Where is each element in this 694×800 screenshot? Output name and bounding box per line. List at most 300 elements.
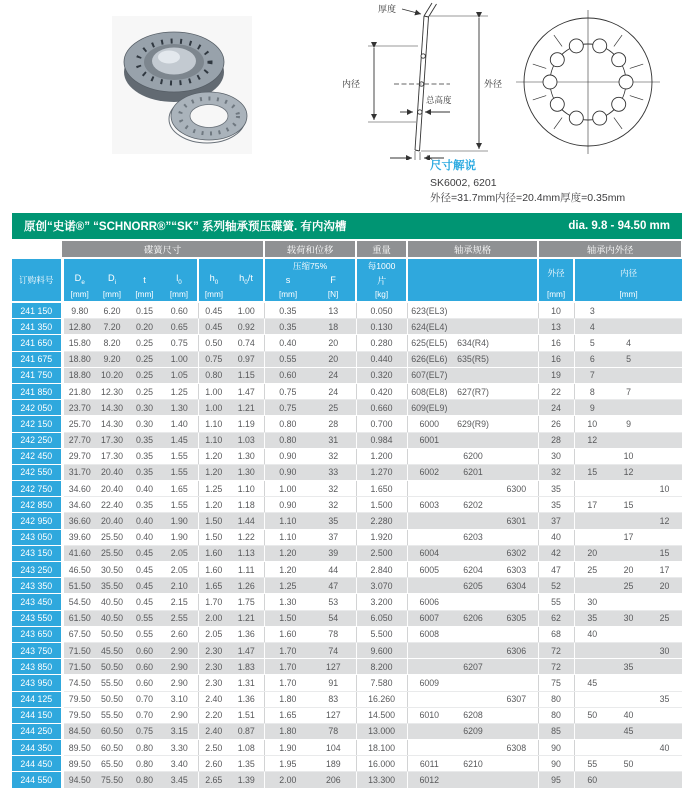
table-row [12,723,682,739]
total-height-label: 总高度 [426,95,452,105]
table-row [12,772,682,788]
f-value: 20 [311,351,356,367]
h0-value: 2.40 [198,691,229,707]
bearing-id-value-3: 30 [647,642,682,658]
weight-value: 2.500 [356,545,407,561]
h0-value: 0.50 [198,335,229,351]
bearing-code-3 [495,772,538,788]
bearing-code-1 [407,529,451,545]
t-value: 0.80 [128,740,161,756]
de-value: 84.50 [62,723,96,739]
bearing-id-value-2 [610,691,647,707]
bearing-code-2: 6201 [451,464,495,480]
thickness-label: 厚度 [378,4,397,14]
order-number: 244 250 [12,723,62,739]
weight-value: 0.130 [356,319,407,335]
order-number: 241 150 [12,302,62,319]
bearing-id-value-3 [647,497,682,513]
bearing-id-value-3 [647,335,682,351]
h0-header: $h_0$ [198,272,229,287]
bearing-id-value-1: 35 [574,610,610,626]
bearing-od-value: 10 [538,302,574,319]
table-row [12,691,682,707]
l0-value: 2.60 [161,626,198,642]
l0-value: 2.05 [161,545,198,561]
table-row [12,642,682,658]
bearing-id-value-3 [647,772,682,788]
t-value: 0.40 [128,481,161,497]
h0-value: 1.60 [198,545,229,561]
di-value: 35.50 [96,578,128,594]
bearing-code-3 [495,335,538,351]
dims-blank [62,258,198,272]
weight-value: 1.270 [356,464,407,480]
t-value: 0.25 [128,383,161,399]
di-value: 25.50 [96,529,128,545]
s-value: 0.90 [264,448,311,464]
table-row [12,578,682,594]
de-value: 12.80 [62,319,96,335]
weight-value: 18.100 [356,740,407,756]
bearing-code-1 [407,513,451,529]
table-row [12,497,682,513]
l0-value: 1.55 [161,448,198,464]
bearing-code-2 [451,545,495,561]
l0-value: 1.55 [161,497,198,513]
bearing-id-value-2 [610,740,647,756]
t-value: 0.70 [128,691,161,707]
de-value: 27.70 [62,432,96,448]
l0-value: 1.30 [161,400,198,416]
de-value: 79.50 [62,691,96,707]
s-value: 0.80 [264,416,311,432]
bearing-code-1: 6001 [407,432,451,448]
group-spring-dimensions: 碟簧尺寸 [62,241,264,258]
bearing-od-value: 95 [538,772,574,788]
bearing-od-value: 32 [538,464,574,480]
spec-table [12,241,683,789]
weight-value: 0.440 [356,351,407,367]
de-value: 36.60 [62,513,96,529]
f-value: 32 [311,497,356,513]
de-value: 94.50 [62,772,96,788]
bearing-code-2: 6206 [451,610,495,626]
bearing-spec-blank [407,258,538,302]
weight-value: 1.650 [356,481,407,497]
s-value: 0.40 [264,335,311,351]
weight-value: 5.500 [356,626,407,642]
bearing-od-value: 90 [538,756,574,772]
s-value: 1.70 [264,642,311,658]
bearing-code-3 [495,659,538,675]
h0-value: 1.00 [198,400,229,416]
table-row [12,594,682,610]
bearing-od-value: 37 [538,513,574,529]
order-number: 242 850 [12,497,62,513]
bearing-code-3: 6305 [495,610,538,626]
bearing-od-value: 40 [538,529,574,545]
di-value: 55.50 [96,675,128,691]
bearing-code-1 [407,448,451,464]
di-value: 14.30 [96,416,128,432]
t-value: 0.30 [128,400,161,416]
bearing-id-value-1 [574,642,610,658]
bearing-id-value-1: 15 [574,464,610,480]
bearing-id-value-2 [610,513,647,529]
bearing-id-value-3 [647,756,682,772]
h0-value: 2.40 [198,723,229,739]
bearing-code-1 [407,481,451,497]
de-value: 61.50 [62,610,96,626]
de-value: 71.50 [62,659,96,675]
h0t-value: 1.75 [229,594,264,610]
bearing-code-1 [407,642,451,658]
di-value: 65.50 [96,756,128,772]
bearing-code-2: 6209 [451,723,495,739]
bearing-id-value-2: 20 [610,562,647,578]
s-value: 1.10 [264,513,311,529]
t-value: 0.60 [128,675,161,691]
bearing-id-value-3 [647,594,682,610]
order-number: 244 450 [12,756,62,772]
h0-value: 1.25 [198,481,229,497]
s-value: 0.55 [264,351,311,367]
f-value: 24 [311,383,356,399]
di-value: 60.50 [96,740,128,756]
id-header: 内径 [574,258,682,287]
di-value: 7.20 [96,319,128,335]
weight-value: 0.700 [356,416,407,432]
h0-value: 1.50 [198,529,229,545]
di-value: 12.30 [96,383,128,399]
bearing-code-1 [407,740,451,756]
h0t-value: 1.47 [229,383,264,399]
order-number: 241 675 [12,351,62,367]
order-number: 241 750 [12,367,62,383]
bearing-code-2: 635(R5) [451,351,495,367]
bearing-code-1: 607(EL7) [407,367,451,383]
di-value: 40.50 [96,610,128,626]
bearing-id-value-3 [647,400,682,416]
bearing-od-value: 16 [538,335,574,351]
spec-table-body [12,302,682,788]
order-number: 242 250 [12,432,62,448]
h0t-value: 1.31 [229,675,264,691]
bearing-code-3 [495,626,538,642]
units-row [12,287,682,302]
f-value: 28 [311,416,356,432]
h0t-value: 0.92 [229,319,264,335]
t-value: 0.35 [128,432,161,448]
bearing-code-2 [451,626,495,642]
bearing-code-1: 6004 [407,545,451,561]
bearing-id-value-2 [610,675,647,691]
bearing-code-1: 6010 [407,707,451,723]
bearing-od-value: 16 [538,351,574,367]
bearing-id-value-2: 9 [610,416,647,432]
bearing-id-value-2 [610,400,647,416]
table-row [12,513,682,529]
od-unit: [mm] [538,287,574,302]
order-number: 243 850 [12,659,62,675]
s-value: 1.95 [264,756,311,772]
di-value: 60.50 [96,723,128,739]
bearing-code-1: 6005 [407,562,451,578]
s-value: 1.80 [264,691,311,707]
h0-value: 2.20 [198,707,229,723]
f-value: 24 [311,367,356,383]
di-value: 50.50 [96,659,128,675]
height-blank [198,258,264,272]
t-value: 0.55 [128,610,161,626]
bearing-od-value: 13 [538,319,574,335]
bearing-code-2: 6205 [451,578,495,594]
t-value: 0.35 [128,497,161,513]
de-value: 79.50 [62,707,96,723]
table-row [12,335,682,351]
h0t-value: 1.83 [229,659,264,675]
t-value: 0.25 [128,335,161,351]
compression-caption: 压缩75% [264,258,356,272]
de-value: 39.60 [62,529,96,545]
de-unit: [mm] [62,287,96,302]
l0-value: 2.10 [161,578,198,594]
f-value: 127 [311,707,356,723]
l0-value: 1.65 [161,481,198,497]
bearing-id-value-3 [647,626,682,642]
weight-value: 13.300 [356,772,407,788]
bearing-id-value-2: 5 [610,351,647,367]
bearing-code-3 [495,448,538,464]
de-value: 89.50 [62,756,96,772]
di-value: 8.20 [96,335,128,351]
bearing-code-3 [495,675,538,691]
bearing-code-2 [451,367,495,383]
bearing-code-1: 6007 [407,610,451,626]
bearing-id-value-2: 40 [610,707,647,723]
di-value: 14.30 [96,400,128,416]
bearing-code-3 [495,302,538,319]
bearing-id-value-3 [647,319,682,335]
l0-value: 2.90 [161,675,198,691]
bearing-code-2 [451,772,495,788]
de-value: 29.70 [62,448,96,464]
bearing-code-2 [451,740,495,756]
de-value: 15.80 [62,335,96,351]
outer-dia-label: 外径 [484,79,503,89]
h0t-value: 1.11 [229,562,264,578]
weight-line2: 片 [356,272,407,287]
bearing-od-value: 47 [538,562,574,578]
bearing-id-value-3 [647,659,682,675]
f-value: 37 [311,529,356,545]
l0-value: 1.90 [161,513,198,529]
t-value: 0.15 [128,302,161,319]
s-value: 1.20 [264,545,311,561]
bearing-id-value-1: 7 [574,367,610,383]
bearing-id-value-1 [574,691,610,707]
weight-value: 0.050 [356,302,407,319]
bearing-code-2 [451,675,495,691]
de-value: 23.70 [62,400,96,416]
bearing-id-value-2 [610,319,647,335]
bearing-code-2 [451,302,495,319]
bearing-id-value-1 [574,659,610,675]
order-number: 243 150 [12,545,62,561]
weight-value: 13.000 [356,723,407,739]
free-height-label: l₀ [427,153,433,160]
f-unit: [N] [311,287,356,302]
bearing-code-3: 6303 [495,562,538,578]
h0-value: 0.45 [198,319,229,335]
table-row [12,464,682,480]
de-value: 67.50 [62,626,96,642]
bearing-code-3 [495,319,538,335]
bearing-code-2: 6204 [451,562,495,578]
bearing-id-value-1: 45 [574,675,610,691]
bearing-code-3 [495,756,538,772]
bearing-id-value-3 [647,416,682,432]
order-number: 241 350 [12,319,62,335]
bearing-code-3 [495,529,538,545]
de-header: $D_e$ [62,272,96,287]
bearing-id-value-1 [574,723,610,739]
h0t-value: 1.44 [229,513,264,529]
weight-value: 9.600 [356,642,407,658]
h0-value: 2.30 [198,659,229,675]
h0t-value: 0.87 [229,723,264,739]
h0-value: 1.65 [198,578,229,594]
table-row [12,610,682,626]
order-number-header: 订购料号 [12,258,62,302]
di-value: 50.50 [96,626,128,642]
de-value: 46.50 [62,562,96,578]
h0-value: 1.60 [198,562,229,578]
bearing-code-2 [451,400,495,416]
bearing-id-value-1: 5 [574,335,610,351]
order-number: 242 950 [12,513,62,529]
t-value: 0.80 [128,756,161,772]
bearing-id-value-3 [647,464,682,480]
l0-value: 3.45 [161,772,198,788]
t-value: 0.25 [128,367,161,383]
order-number: 243 550 [12,610,62,626]
bearing-code-3 [495,594,538,610]
bearing-code-3: 6306 [495,642,538,658]
h0t-value: 1.30 [229,448,264,464]
f-value: 47 [311,578,356,594]
bearing-code-3 [495,707,538,723]
bearing-id-value-1 [574,481,610,497]
order-number: 243 050 [12,529,62,545]
h0-value: 2.05 [198,626,229,642]
table-row [12,707,682,723]
order-number: 243 350 [12,578,62,594]
h0t-value: 0.97 [229,351,264,367]
l0-value: 2.90 [161,642,198,658]
f-value: 83 [311,691,356,707]
de-value: 18.80 [62,367,96,383]
t-value: 0.25 [128,351,161,367]
di-value: 40.50 [96,594,128,610]
f-value: 44 [311,562,356,578]
bearing-code-3: 6307 [495,691,538,707]
bearing-id-value-3 [647,529,682,545]
bearing-id-value-1 [574,448,610,464]
product-photo [112,16,252,154]
order-number: 244 150 [12,707,62,723]
order-number: 241 850 [12,383,62,399]
h0t-value: 1.36 [229,691,264,707]
bearing-code-1: 609(EL9) [407,400,451,416]
bearing-id-value-2 [610,642,647,658]
bearing-code-1: 626(EL6) [407,351,451,367]
bearing-id-value-2 [610,302,647,319]
f-value: 13 [311,302,356,319]
bearing-id-value-1: 40 [574,626,610,642]
h0-value: 2.30 [198,642,229,658]
h0t-value: 1.18 [229,497,264,513]
h0t-value: 1.51 [229,707,264,723]
t-unit: [mm] [128,287,161,302]
s-unit: [mm] [264,287,311,302]
bearing-id-value-1: 30 [574,594,610,610]
bearing-id-value-1 [574,513,610,529]
di-value: 30.50 [96,562,128,578]
bearing-id-value-2 [610,594,647,610]
h0t-value: 1.22 [229,529,264,545]
bearing-od-value: 80 [538,691,574,707]
h0-value: 1.10 [198,416,229,432]
l0-value: 0.65 [161,319,198,335]
de-value: 31.70 [62,464,96,480]
bearing-id-value-1: 8 [574,383,610,399]
s-value: 0.80 [264,432,311,448]
bearing-code-1 [407,723,451,739]
h0t-value: 1.00 [229,302,264,319]
h0-value: 1.20 [198,497,229,513]
h0-value: 2.50 [198,740,229,756]
f-value: 32 [311,481,356,497]
bearing-id-value-3: 20 [647,578,682,594]
group-weight: 重量 [356,241,407,258]
di-value: 17.30 [96,448,128,464]
bearing-id-value-2: 10 [610,448,647,464]
bearing-od-value: 80 [538,707,574,723]
bearing-code-1: 6011 [407,756,451,772]
bearing-od-value: 68 [538,626,574,642]
bearing-code-3: 6301 [495,513,538,529]
bearing-id-value-3 [647,367,682,383]
od-header: 外径 [538,258,574,287]
h0t-value: 1.03 [229,432,264,448]
h0t-value: 1.15 [229,367,264,383]
de-value: 18.80 [62,351,96,367]
bearing-id-value-2: 25 [610,578,647,594]
bearing-id-value-1: 9 [574,400,610,416]
weight-value: 0.984 [356,432,407,448]
bearing-code-3 [495,351,538,367]
de-value: 25.70 [62,416,96,432]
bearing-code-1: 6008 [407,626,451,642]
h0-value: 2.65 [198,772,229,788]
bearing-code-1: 624(EL4) [407,319,451,335]
group-bearing-spec: 轴承规格 [407,241,538,258]
table-row [12,416,682,432]
weight-value: 6.050 [356,610,407,626]
group-load-displacement: 载荷和位移 [264,241,356,258]
table-row [12,756,682,772]
